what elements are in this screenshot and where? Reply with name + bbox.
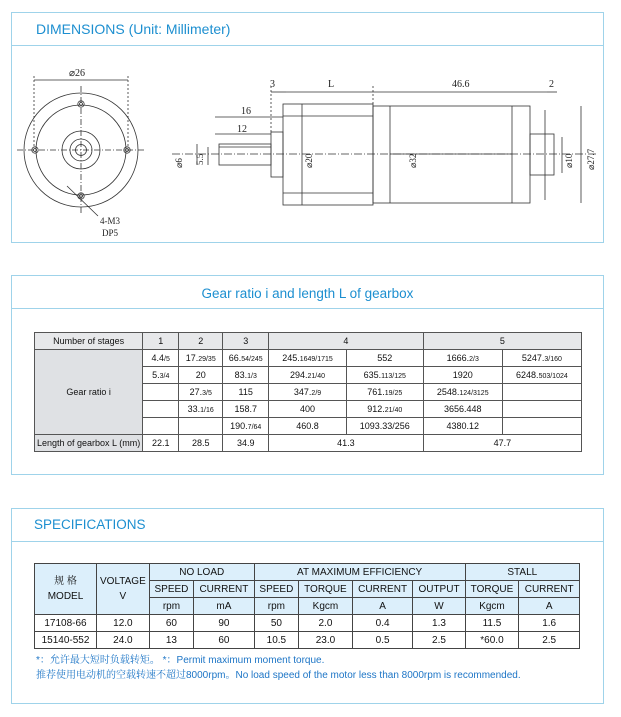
- ratio-value: 294.: [289, 370, 308, 380]
- ratio-cell: [423, 401, 502, 418]
- value-cell: 90: [194, 615, 255, 632]
- ratio-cell: [143, 384, 179, 401]
- ratio-label: Gear ratio i: [35, 350, 143, 435]
- table-row: [35, 350, 582, 367]
- ratio-fraction: 19/25: [384, 390, 403, 397]
- specifications-table: [34, 563, 580, 649]
- holes-label: 4-M3: [100, 216, 120, 226]
- dim-16: 16: [241, 106, 251, 117]
- voltage-header: [97, 564, 150, 615]
- stages-label: Number of stages: [35, 333, 143, 350]
- length-3: 34.9: [223, 435, 269, 452]
- stage-3: 3: [223, 333, 269, 350]
- ratio-cell: [502, 418, 581, 435]
- ratio-cell: [179, 418, 223, 435]
- ratio-value: 1666.: [446, 353, 470, 363]
- value-cell: 0.5: [352, 632, 413, 649]
- dim-12: 12: [237, 124, 247, 135]
- ratio-value: 460.8: [296, 421, 319, 431]
- ratio-value: 5.: [152, 370, 160, 380]
- side-view: [172, 86, 596, 205]
- column-header: SPEED: [254, 581, 298, 598]
- table-row: [35, 564, 580, 581]
- dim-3: 3: [270, 79, 275, 90]
- ratio-cell: [346, 384, 423, 401]
- ratio-value: 158.7: [234, 404, 257, 414]
- dimensions-title: DIMENSIONS (Unit: Millimeter): [36, 21, 231, 37]
- dimensions-panel: [11, 12, 604, 243]
- model-label: MODEL: [47, 591, 84, 602]
- stage-5: 5: [423, 333, 581, 350]
- dim-2: 2: [549, 79, 554, 90]
- dim-5-5: 5.5: [195, 153, 205, 165]
- column-header: CURRENT: [194, 581, 255, 598]
- ratio-cell: [346, 367, 423, 384]
- ratio-fraction: 7/64: [247, 424, 262, 431]
- ratio-cell: [223, 384, 269, 401]
- column-unit: Kgcm: [465, 598, 519, 615]
- stage-4: 4: [269, 333, 423, 350]
- ratio-cell: [346, 350, 423, 367]
- value-cell: 1.3: [413, 615, 465, 632]
- dim-27-7: ⌀27.7: [586, 148, 596, 170]
- ratio-fraction: 503/1024: [538, 373, 568, 380]
- ratio-fraction: /5: [164, 356, 170, 363]
- ratio-cell: [423, 384, 502, 401]
- column-unit: rpm: [254, 598, 298, 615]
- ratio-cell: [179, 367, 223, 384]
- dim-6: ⌀6: [174, 158, 184, 168]
- dim-20: ⌀20: [304, 153, 314, 168]
- ratio-fraction: 3/160: [544, 356, 562, 363]
- value-cell: 12.0: [97, 615, 150, 632]
- ratio-value: 347.: [293, 387, 312, 397]
- ratio-value: 6248.: [516, 370, 539, 380]
- dim-32: ⌀32: [408, 153, 418, 168]
- ratio-cell: [143, 418, 179, 435]
- value-cell: 2.5: [413, 632, 465, 649]
- ratio-value: 27.: [189, 387, 203, 397]
- value-cell: 23.0: [299, 632, 353, 649]
- length-4: 41.3: [269, 435, 423, 452]
- ratio-cell: [269, 350, 347, 367]
- value-cell: 60: [149, 615, 193, 632]
- column-unit: Kgcm: [299, 598, 353, 615]
- ratio-fraction: 3/5: [202, 390, 212, 397]
- column-unit: rpm: [149, 598, 193, 615]
- ratio-cell: [502, 401, 581, 418]
- gear-ratio-header: [12, 276, 603, 309]
- column-unit: A: [352, 598, 413, 615]
- ratio-cell: [179, 384, 223, 401]
- ratio-value: 17.: [185, 353, 199, 363]
- ratio-fraction: 1/16: [200, 407, 214, 414]
- ratio-cell: [346, 401, 423, 418]
- gear-ratio-table: [34, 332, 582, 452]
- ratio-value: 552: [377, 353, 393, 363]
- model-header: [35, 564, 97, 615]
- ratio-value: 5247.: [521, 353, 545, 363]
- ratio-value: 4380.12: [446, 421, 479, 431]
- voltage-label: VOLTAGE: [100, 576, 146, 587]
- ratio-cell: [143, 350, 179, 367]
- value-cell: 24.0: [97, 632, 150, 649]
- ratio-value: 912.: [367, 404, 385, 414]
- depth-label: DP5: [102, 228, 119, 238]
- ratio-value: 20: [195, 370, 206, 380]
- stall-header: STALL: [465, 564, 579, 581]
- voltage-unit: V: [119, 591, 127, 602]
- ratio-cell: [223, 401, 269, 418]
- column-header: CURRENT: [519, 581, 580, 598]
- ratio-fraction: 3/4: [159, 373, 170, 380]
- ratio-cell: [502, 350, 581, 367]
- ratio-value: 3656.448: [443, 404, 482, 414]
- ratio-fraction: 54/245: [241, 356, 263, 363]
- ratio-cell: [502, 367, 581, 384]
- ratio-fraction: 21/40: [384, 407, 403, 414]
- front-diameter-label: ⌀26: [69, 68, 86, 79]
- ratio-value: 115: [238, 387, 253, 397]
- stage-1: 1: [143, 333, 179, 350]
- ratio-fraction: 2/9: [311, 390, 322, 397]
- column-header: TORQUE: [299, 581, 353, 598]
- table-row: [35, 615, 580, 632]
- value-cell: 60: [194, 632, 255, 649]
- value-cell: *60.0: [465, 632, 519, 649]
- ratio-cell: [223, 350, 269, 367]
- ratio-value: 635.: [363, 370, 382, 380]
- model-cell: 17108-66: [35, 615, 97, 632]
- value-cell: 13: [149, 632, 193, 649]
- table-row: [35, 632, 580, 649]
- dim-10: ⌀10: [564, 153, 574, 168]
- specifications-title: SPECIFICATIONS: [34, 517, 146, 532]
- ratio-fraction: 1/3: [247, 373, 257, 380]
- value-cell: 10.5: [254, 632, 298, 649]
- dimensions-drawing: [12, 46, 603, 242]
- column-header: SPEED: [149, 581, 193, 598]
- ratio-fraction: 124/3125: [459, 390, 489, 397]
- max-efficiency-header: AT MAXIMUM EFFICIENCY: [254, 564, 465, 581]
- column-header: CURRENT: [352, 581, 413, 598]
- ratio-cell: [423, 367, 502, 384]
- ratio-cell: [269, 384, 347, 401]
- ratio-cell: [223, 418, 269, 435]
- ratio-value: 83.: [234, 370, 248, 380]
- ratio-cell: [423, 350, 502, 367]
- ratio-value: 33.: [187, 404, 201, 414]
- front-view: [17, 76, 145, 216]
- column-unit: A: [519, 598, 580, 615]
- specifications-panel: [11, 508, 604, 704]
- length-label: Length of gearbox L (mm): [35, 435, 143, 452]
- ratio-fraction: 29/35: [198, 356, 216, 363]
- ratio-cell: [179, 350, 223, 367]
- column-unit: W: [413, 598, 465, 615]
- column-header: TORQUE: [465, 581, 519, 598]
- ratio-cell: [179, 401, 223, 418]
- ratio-fraction: 113/125: [381, 373, 406, 380]
- ratio-value: 1920: [452, 370, 473, 380]
- ratio-cell: [346, 418, 423, 435]
- ratio-cell: [223, 367, 269, 384]
- length-2: 28.5: [179, 435, 223, 452]
- column-unit: mA: [194, 598, 255, 615]
- ratio-value: 2548.: [436, 387, 460, 397]
- ratio-value: 245.: [282, 353, 300, 363]
- note-torque: *：允许最大短时负载转矩。 *：Permit maximum moment torque.: [36, 655, 325, 666]
- ratio-cell: [269, 401, 347, 418]
- dim-46-6: 46.6: [452, 79, 470, 90]
- ratio-value: 1093.33/256: [359, 421, 410, 431]
- table-row: [35, 333, 582, 350]
- no-load-header: NO LOAD: [149, 564, 254, 581]
- table-row: [35, 435, 582, 452]
- ratio-value: 190.: [230, 421, 248, 431]
- ratio-value: 761.: [367, 387, 385, 397]
- ratio-fraction: 2/3: [469, 356, 479, 363]
- ratio-cell: [423, 418, 502, 435]
- ratio-fraction: 1649/1715: [299, 356, 333, 363]
- ratio-cell: [269, 367, 347, 384]
- model-cn-label: 规 格: [54, 576, 77, 587]
- value-cell: 1.6: [519, 615, 580, 632]
- value-cell: 11.5: [465, 615, 519, 632]
- length-5: 47.7: [423, 435, 581, 452]
- ratio-cell: [143, 401, 179, 418]
- ratio-cell: [502, 384, 581, 401]
- ratio-cell: [269, 418, 347, 435]
- dimensions-header: [12, 13, 603, 46]
- gear-ratio-panel: [11, 275, 604, 475]
- ratio-value: 66.: [228, 353, 242, 363]
- value-cell: 2.5: [519, 632, 580, 649]
- note-speed: 推荐使用电动机的空载转速不超过8000rpm。No load speed of the motor less than 8000rpm is recommended.: [36, 670, 521, 681]
- value-cell: 2.0: [299, 615, 353, 632]
- specifications-header: [12, 509, 603, 542]
- gear-ratio-title: Gear ratio i and length L of gearbox: [201, 286, 414, 301]
- value-cell: 50: [254, 615, 298, 632]
- column-header: OUTPUT: [413, 581, 465, 598]
- ratio-value: 4.4: [151, 353, 165, 363]
- ratio-value: 400: [300, 404, 316, 414]
- model-cell: 15140-552: [35, 632, 97, 649]
- ratio-cell: [143, 367, 179, 384]
- dim-L: L: [328, 79, 335, 90]
- stage-2: 2: [179, 333, 223, 350]
- length-1: 22.1: [143, 435, 179, 452]
- ratio-fraction: 21/40: [307, 373, 326, 380]
- value-cell: 0.4: [352, 615, 413, 632]
